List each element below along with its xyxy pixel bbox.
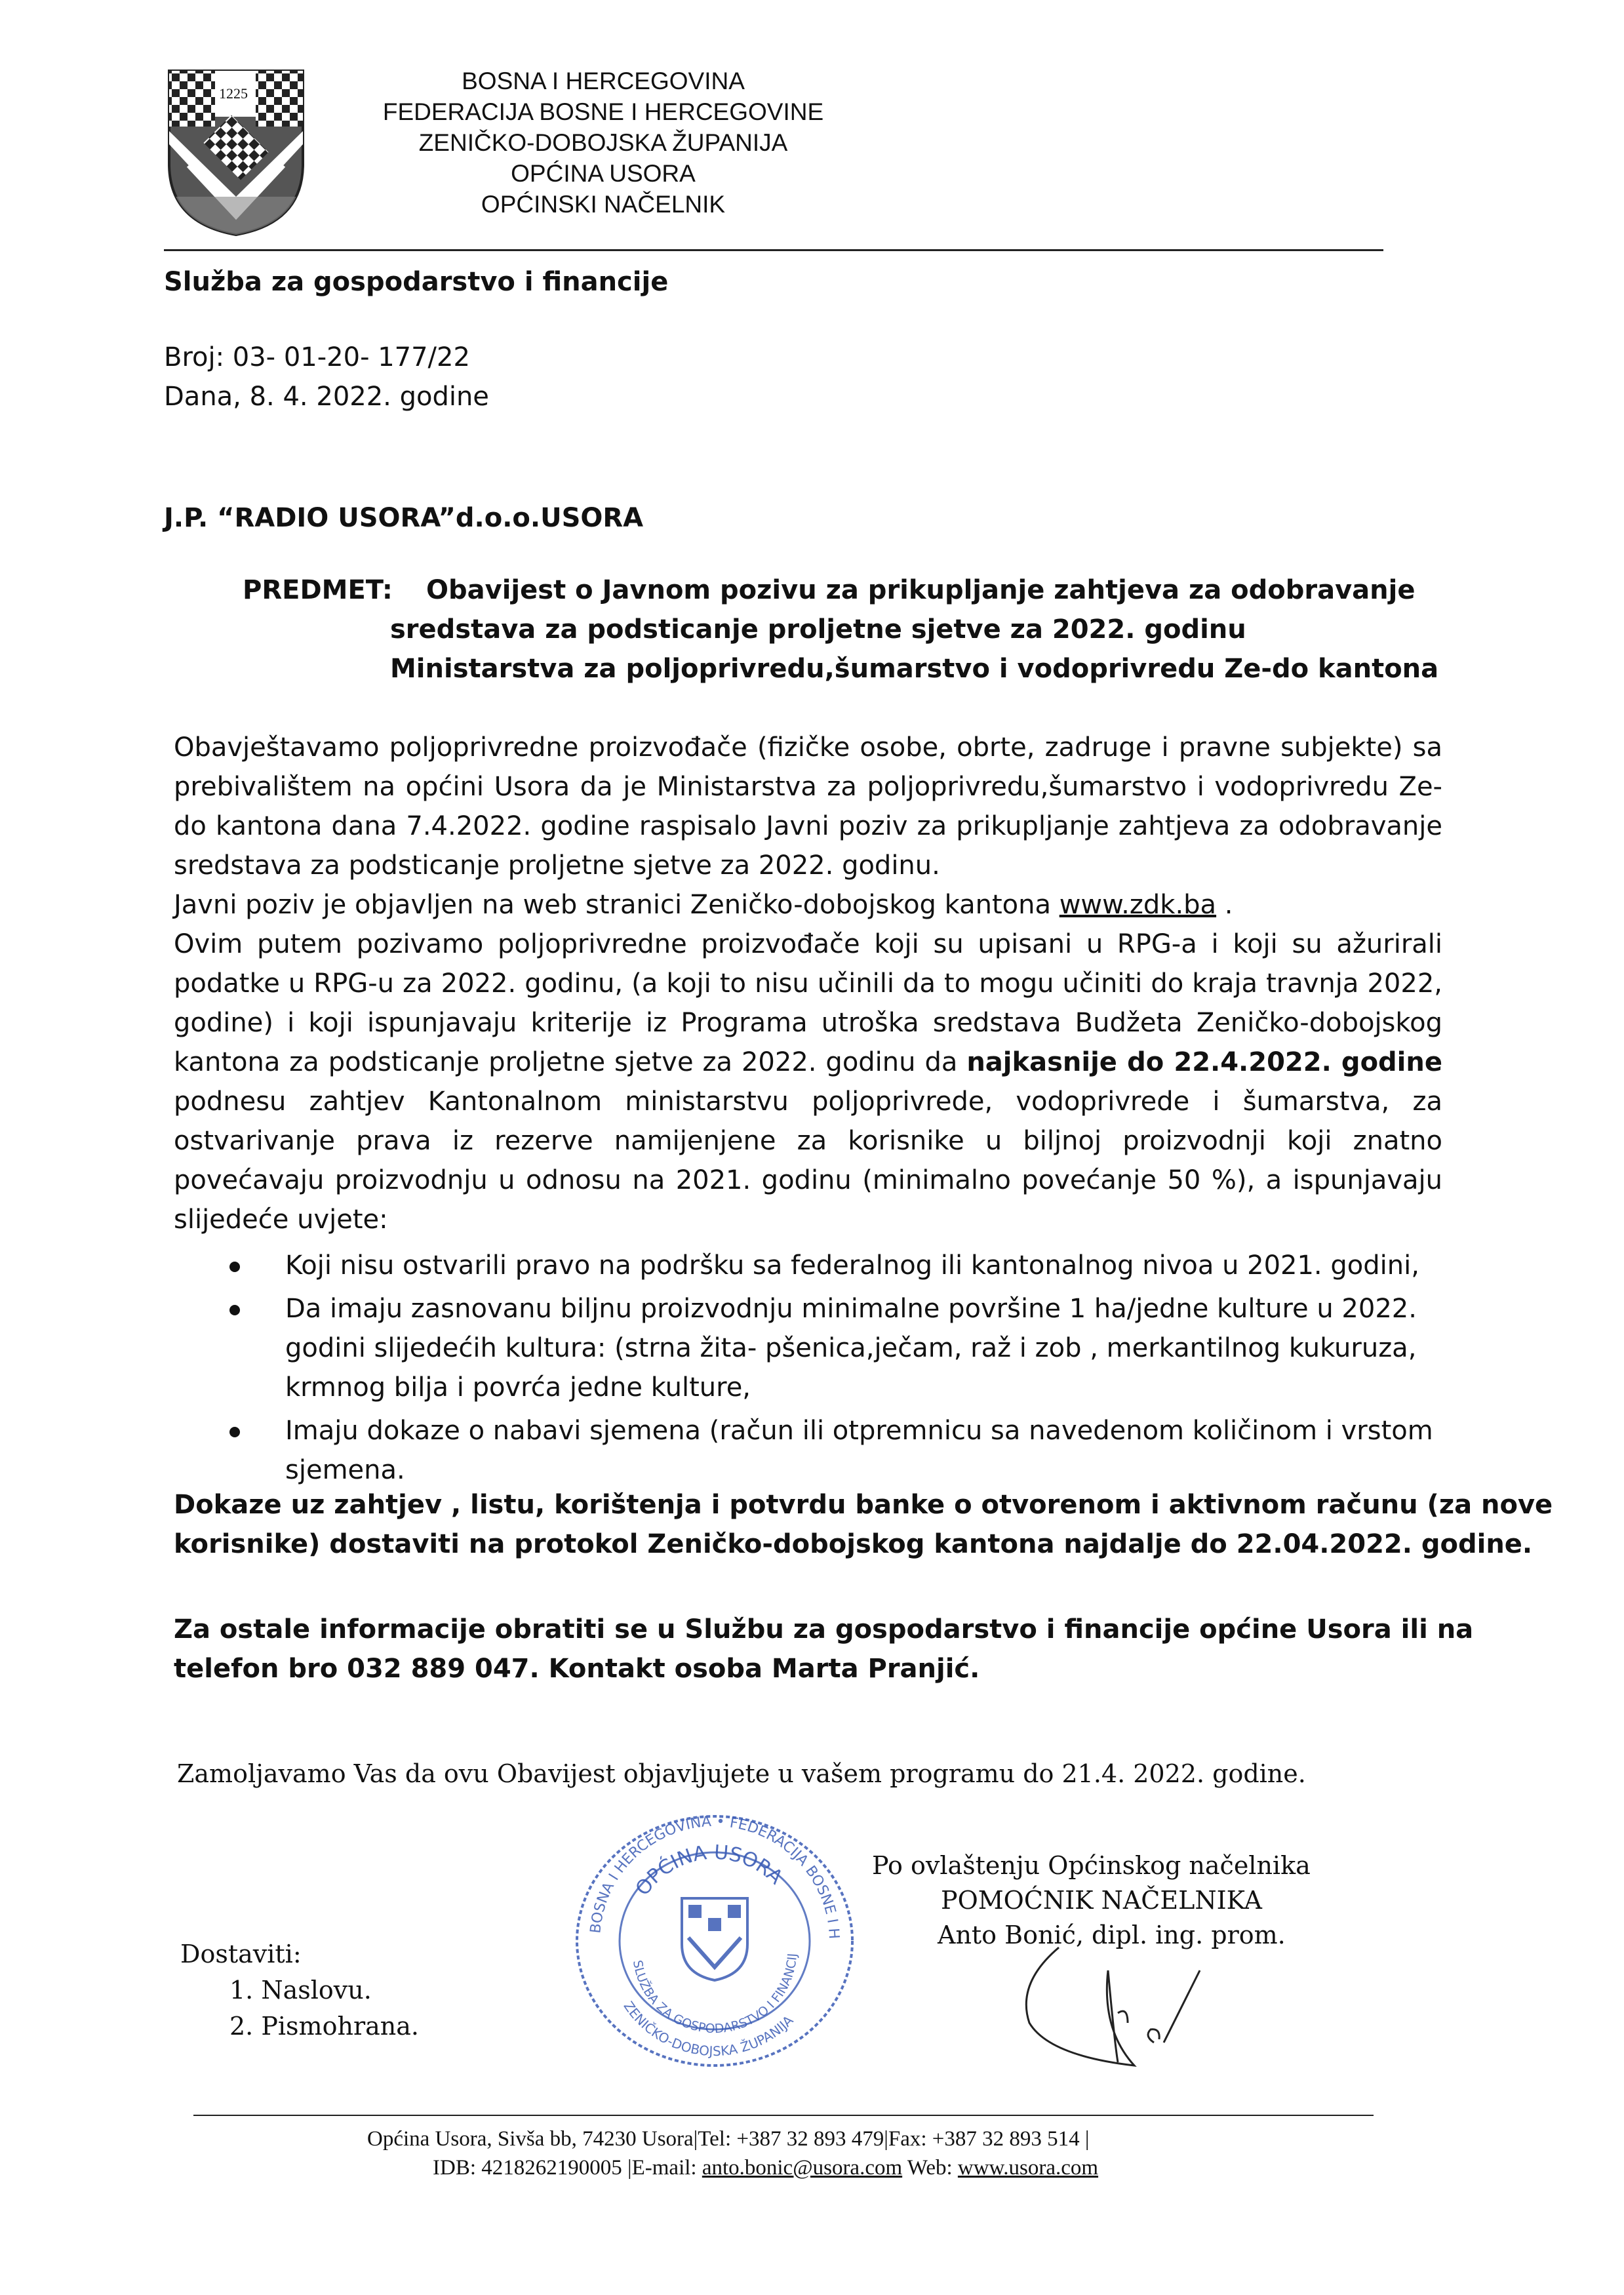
delivery-title: Dostaviti: <box>180 1940 302 1968</box>
deadline-date: najkasnije do 22.4.2022. godine <box>966 1047 1442 1077</box>
list-item <box>223 1246 1456 1285</box>
coat-of-arms-logo <box>164 66 308 239</box>
service-name: Služba za gospodarstvo i financije <box>164 267 669 297</box>
web-notice-text: Javni poziv je objavljen na web stranici Zeničko-dobojskog kantona <box>174 890 1060 920</box>
paragraph-line: Ovim putem pozivamo poljoprivredne proizvođače koji su upisani u RPG-a i koji su ažurirali <box>174 929 1442 959</box>
svg-text:SLUŽBA ZA GOSPODARSTVO I FINAN <box>554 1810 800 2036</box>
reference-date: Dana, 8. 4. 2022. godine <box>164 382 489 412</box>
handwritten-signature <box>1003 1944 1219 2075</box>
letterhead-line-canton: ZENIČKO-DOBOJSKA ŽUPANIJA <box>418 129 788 156</box>
bullet-icon <box>229 1262 240 1272</box>
stamp-shield-icon <box>682 1898 747 1980</box>
subject-label: PREDMET: <box>243 575 393 605</box>
signature-authorization: Po ovlaštenju Općinskog načelnika <box>872 1851 1311 1880</box>
list-item <box>223 1411 1456 1490</box>
conditions-list <box>223 1246 1456 1494</box>
signature-title: POMOĆNIK NAČELNIKA <box>941 1886 1262 1915</box>
footer-divider <box>193 2115 1374 2116</box>
footer-contacts <box>433 2153 1098 2182</box>
paragraph-web-notice <box>174 885 1442 925</box>
official-stamp <box>554 1810 875 2072</box>
paragraph-line: prebivalištem na općini Usora da je Ministarstva za poljoprivredu,šumarstvo i vodoprivredu Ze- <box>174 772 1442 802</box>
zdk-web-link[interactable]: www.zdk.ba <box>1059 890 1217 920</box>
delivery-item: 1. Naslovu. <box>229 1976 372 2005</box>
list-item-line: krmnog bilja i povrća jedne kulture, <box>285 1372 751 1403</box>
letterhead-line-municipality: OPĆINA USORA <box>511 160 696 187</box>
paragraph-line-deadline <box>174 1043 1442 1082</box>
signature-name: Anto Bonić, dipl. ing. prom. <box>938 1921 1286 1949</box>
paragraph-line: ostvarivanje prava iz rezerve namijenjene za korisnike u biljnoj proizvodnji koji znatno <box>174 1126 1442 1156</box>
contact-line-2: telefon bro 032 889 047. Kontakt osoba Marta Pranjić. <box>174 1654 980 1684</box>
list-item-line: sjemena. <box>285 1455 405 1485</box>
paragraph-line: povećavaju proizvodnju u odnosu na 2021. godinu (minimalno povećanje 50 %), a ispunjavaju <box>174 1165 1442 1195</box>
paragraph-line: sredstava za podsticanje proljetne sjetve za 2022. godinu. <box>174 850 940 881</box>
contact-line-1: Za ostale informacije obratiti se u Službu za gospodarstvo i financije općine Usora ili na <box>174 1614 1474 1645</box>
letterhead-line-mayor: OPĆINSKI NAČELNIK <box>481 191 726 218</box>
svg-text:OPĆINA USORA <box>631 1841 787 1900</box>
bullet-icon <box>229 1427 240 1437</box>
header-divider <box>164 249 1383 251</box>
footer-web-link[interactable]: www.usora.com <box>957 2156 1099 2180</box>
footer-address: Općina Usora, Sivša bb, 74230 Usora|Tel: +387 32 893 479|Fax: +387 32 893 514 | <box>367 2127 1090 2151</box>
paragraph-line: godine) i koji ispunjavaju kriterije iz Programa utroška sredstava Budžeta Zeničko-dobojskog <box>174 1008 1442 1038</box>
web-notice-end: . <box>1216 890 1233 920</box>
proof-line-2: korisnike) dostaviti na protokol Zeničko-dobojskog kantona najdalje do 22.04.2022. godine. <box>174 1529 1533 1559</box>
paragraph-line: podatke u RPG-u za 2022. godinu, (a koji to nisu učinili da to mogu učiniti do kraja travnja 2022, <box>174 968 1442 999</box>
reference-number: Broj: 03- 01-20- 177/22 <box>164 342 470 372</box>
list-item-line: Da imaju zasnovanu biljnu proizvodnju minimalne površine 1 ha/jedne kulture u 2022. <box>285 1294 1417 1324</box>
list-item-line: Koji nisu ostvarili pravo na podršku sa federalnog ili kantonalnog nivoa u 2021. godini, <box>285 1250 1419 1281</box>
coat-of-arms-year: 1225 <box>219 85 248 102</box>
footer-web-label: Web: <box>902 2156 958 2180</box>
stamp-bottom-text: ZENIČKO-DOBOJSKA ŽUPANIJA <box>620 1998 797 2060</box>
paragraph-line: Obavještavamo poljoprivredne proizvođače (fizičke osobe, obrte, zadruge i pravne subjekte) sa <box>174 732 1442 763</box>
paragraph-announcement <box>174 728 1442 1239</box>
delivery-item: 2. Pismohrana. <box>229 2012 419 2041</box>
list-item <box>223 1289 1456 1407</box>
stamp-inner-text: OPĆINA USORA <box>631 1841 787 1900</box>
letterhead <box>315 66 892 220</box>
deadline-text: kantona za podsticanje proljetne sjetve za 2022. godinu da <box>174 1047 967 1077</box>
bullet-icon <box>229 1305 240 1315</box>
list-item-line: godini slijedećih kultura: (strna žita- pšenica,ječam, raž i zob , merkantilnog kukuruza, <box>285 1333 1417 1363</box>
subject-line-2: sredstava za podsticanje proljetne sjetve za 2022. godinu <box>390 614 1246 645</box>
stamp-department-text: SLUŽBA ZA GOSPODARSTVO I FINANCIJ <box>629 1953 800 2037</box>
stamp-outer-text: BOSNA I HERCEGOVINA • FEDERACIJA BOSNE I H <box>587 1813 842 1940</box>
letterhead-line-federation: FEDERACIJA BOSNE I HERCEGOVINE <box>382 98 824 125</box>
letterhead-line-country: BOSNA I HERCEGOVINA <box>462 68 745 94</box>
subject-line-3: Ministarstva za poljoprivredu,šumarstvo i vodoprivredu Ze-do kantona <box>390 654 1439 684</box>
subject-line-1: Obavijest o Javnom pozivu za prikupljanje zahtjeva za odobravanje <box>426 575 1416 605</box>
recipient: J.P. “RADIO USORA”d.o.o.USORA <box>164 503 644 533</box>
proof-line-1: Dokaze uz zahtjev , listu, korištenja i potvrdu banke o otvorenom i aktivnom računu (za nove <box>174 1490 1553 1520</box>
paragraph-line: slijedeće uvjete: <box>174 1205 388 1235</box>
paragraph-line: do kantona dana 7.4.2022. godine raspisalo Javni poziv za prikupljanje zahtjeva za odobravanje <box>174 811 1442 841</box>
footer-email-link[interactable]: anto.bonic@usora.com <box>702 2156 903 2180</box>
paragraph-line: podnesu zahtjev Kantonalnom ministarstvu poljoprivrede, vodoprivrede i šumarstva, za <box>174 1087 1442 1117</box>
publication-request: Zamoljavamo Vas da ovu Obavijest objavljujete u vašem programu do 21.4. 2022. godine. <box>177 1759 1306 1788</box>
footer-idb-text: IDB: 4218262190005 |E-mail: <box>433 2156 702 2180</box>
list-item-line: Imaju dokaze o nabavi sjemena (račun ili otpremnicu sa navedenom količinom i vrstom <box>285 1416 1433 1446</box>
